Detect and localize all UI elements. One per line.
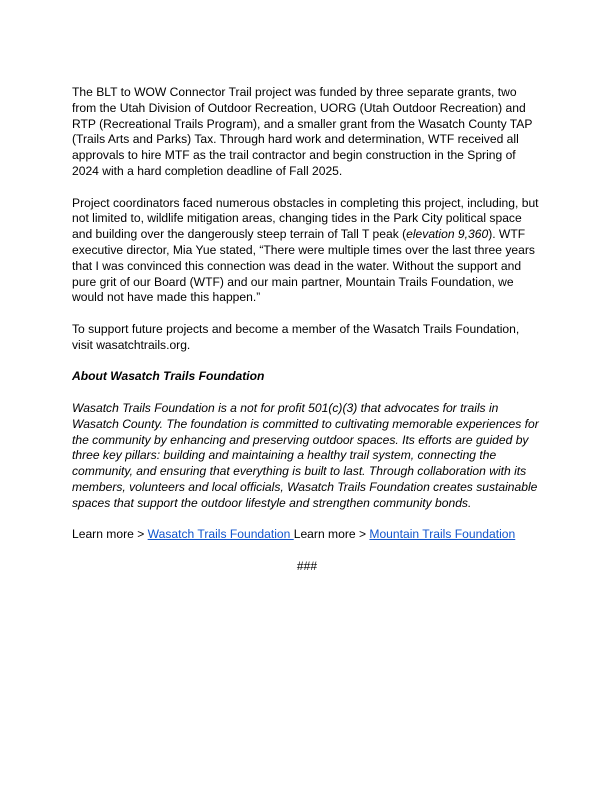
wasatch-trails-foundation-link[interactable]: Wasatch Trails Foundation <box>147 527 294 542</box>
document-body <box>72 85 542 591</box>
paragraph-obstacles-text-2: ). WTF executive director, Mia Yue stated, “There were multiple times over the last three years that I was convinced this connection was dead in the water. Without the support and pure grit of our Board (WTF) and our main partner, Mountain Trails Foundation, we would not have made this happen.” <box>72 227 535 305</box>
learn-more-line <box>72 527 542 543</box>
about-heading: About Wasatch Trails Foundation <box>72 369 265 384</box>
learn-more-prefix-1: Learn more > <box>72 527 148 542</box>
paragraph-obstacles-text-1: Project coordinators faced numerous obstacles in completing this project, including, but not limited to, wildlife mitigation areas, changing tides in the Park City political space and building over the dangerously steep terrain of Tall T peak ( <box>72 195 539 242</box>
learn-more-prefix-2: Learn more > <box>293 527 370 542</box>
paragraph-obstacles <box>72 196 542 307</box>
paragraph-membership: To support future projects and become a member of the Wasatch Trails Foundation, visit wasatchtrails.org. <box>72 321 520 352</box>
paragraph-funding: The BLT to WOW Connector Trail project was funded by three separate grants, two from the Utah Division of Outdoor Recreation, UORG (Utah Outdoor Recreation) and RTP (Recreational Trails Program), and a smaller grant from the Wasatch County TAP (Trails Arts and Parks) Tax. Through hard work and determination, WTF received all approvals to hire MTF as the trail contractor and begin construction in the Spring of 2024 with a hard completion deadline of Fall 2025. <box>72 85 533 178</box>
mountain-trails-foundation-link[interactable]: Mountain Trails Foundation <box>369 527 516 542</box>
end-mark: ### <box>296 558 318 573</box>
elevation-text: elevation 9,360 <box>406 227 489 242</box>
about-body: Wasatch Trails Foundation is a not for profit 501(c)(3) that advocates for trails in Wasatch County. The foundation is committed to cultivating memorable experiences for the community by enhancing and preserving outdoor spaces. Its efforts are guided by three key pillars: building and maintaining a healthy trail system, connecting the community, and ensuring that everything is built to last. Through collaboration with its members, volunteers and local officials, Wasatch Trails Foundation creates sustainable spaces that support the outdoor lifestyle and strengthen community bonds. <box>72 400 539 510</box>
